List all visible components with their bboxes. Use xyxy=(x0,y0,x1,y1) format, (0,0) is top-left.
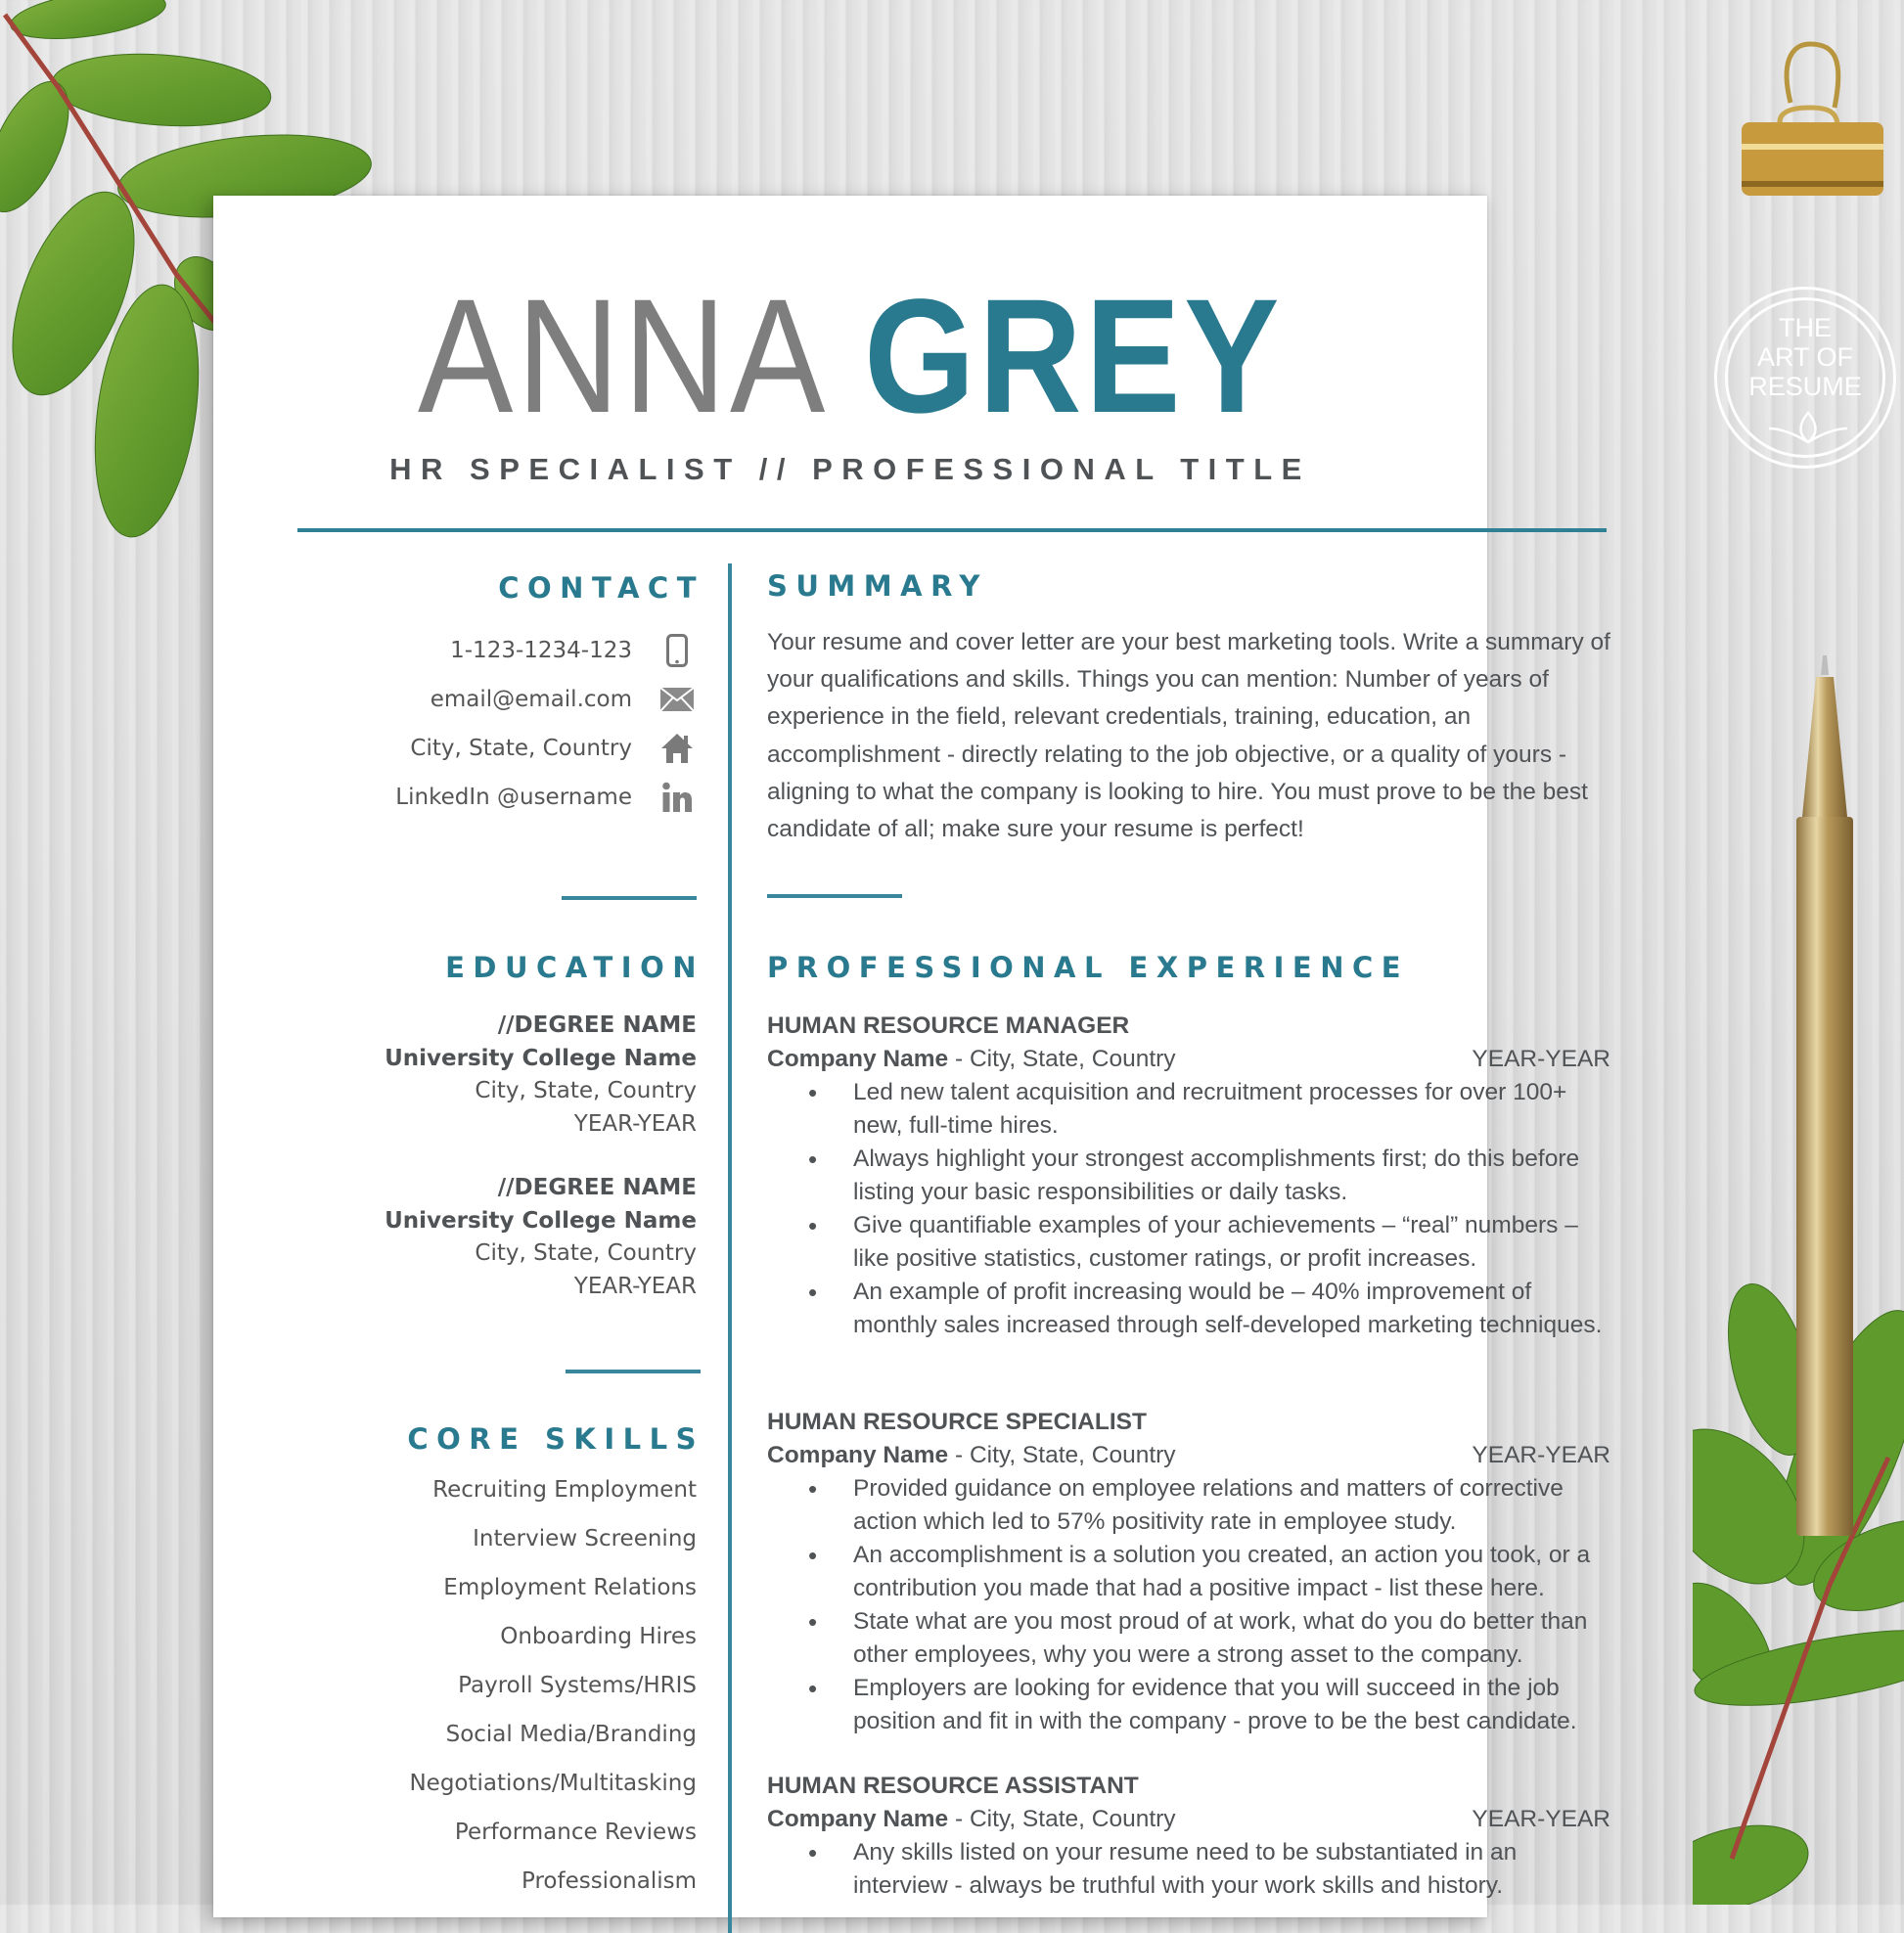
degree-name: //DEGREE NAME xyxy=(497,1175,697,1200)
school-name: University College Name xyxy=(385,1045,697,1071)
school-location: City, State, Country xyxy=(475,1240,697,1266)
gold-pen xyxy=(1781,655,1869,1555)
job-years: YEAR-YEAR xyxy=(1472,1442,1610,1468)
company-name: Company Name xyxy=(767,1806,949,1832)
education-section-rule xyxy=(566,1370,701,1373)
candidate-name xyxy=(290,266,1411,447)
job-bullets xyxy=(767,1472,1610,1738)
core-skills-heading: CORE SKILLS xyxy=(407,1422,704,1456)
company-name: Company Name xyxy=(767,1046,949,1072)
company-location: - City, State, Country xyxy=(948,1806,1176,1832)
art-of-resume-logo xyxy=(1714,287,1896,469)
job-entry xyxy=(767,1406,1610,1738)
header-divider xyxy=(297,528,1607,532)
logo-line-2: ART OF xyxy=(1756,342,1854,372)
logo-line-1: THE xyxy=(1779,313,1832,342)
skill-item: Social Media/Branding xyxy=(445,1722,697,1747)
summary-text: Your resume and cover letter are your best marketing tools. Write a summary of your qualifications and skills. Things you can mention: Number of years of experience in the field, relevant credentials, training, education, an accomplishment - directly relating to the job objective, or a quality of yours - aligning to what the company is looking to hire. You must prove to be the best candidate of all; make sure your resume is perfect! xyxy=(767,629,1610,843)
skills-list xyxy=(409,1465,697,1906)
job-bullet: • Led new talent acquisition and recruitment processes for over 100+ new, full-time hires. xyxy=(853,1076,1610,1143)
experience-heading: PROFESSIONAL EXPERIENCE xyxy=(767,951,1410,984)
contact-phone xyxy=(450,631,697,670)
job-company-line xyxy=(767,1439,1610,1472)
job-title: HUMAN RESOURCE ASSISTANT xyxy=(767,1773,1139,1799)
company-location: - City, State, Country xyxy=(948,1046,1176,1072)
linkedin-icon xyxy=(657,778,697,817)
contact-section-rule xyxy=(562,896,697,900)
job-bullet: • Any skills listed on your resume need to be substantiated in an interview - always be truthful with your work skills and history. xyxy=(853,1836,1610,1903)
skill-item: Performance Reviews xyxy=(454,1820,697,1845)
binder-clip xyxy=(1732,34,1888,210)
company-location: - City, State, Country xyxy=(948,1442,1176,1468)
contact-linkedin xyxy=(395,778,697,817)
resume-page xyxy=(213,196,1610,1917)
summary-heading: SUMMARY xyxy=(767,569,988,603)
logo-line-3: RESUME xyxy=(1748,372,1862,401)
job-entry xyxy=(767,1770,1610,1903)
company-name: Company Name xyxy=(767,1442,949,1468)
job-years: YEAR-YEAR xyxy=(1472,1046,1610,1072)
skill-item: Negotiations/Multitasking xyxy=(409,1771,697,1796)
professional-title: HR SPECIALIST // PROFESSIONAL TITLE xyxy=(389,452,1311,486)
degree-name: //DEGREE NAME xyxy=(497,1012,697,1038)
school-years: YEAR-YEAR xyxy=(573,1273,697,1299)
skill-item: Employment Relations xyxy=(443,1575,697,1600)
skill-item: Payroll Systems/HRIS xyxy=(458,1673,697,1698)
skill-item: Onboarding Hires xyxy=(500,1624,697,1649)
location-text: City, State, Country xyxy=(410,736,632,761)
education-entry xyxy=(385,1172,697,1303)
education-entry xyxy=(385,1010,697,1141)
school-location: City, State, Country xyxy=(475,1078,697,1103)
job-bullets xyxy=(767,1836,1610,1903)
skill-item: Recruiting Employment xyxy=(432,1477,697,1503)
job-title: HUMAN RESOURCE MANAGER xyxy=(767,1012,1130,1039)
linkedin-text: LinkedIn @username xyxy=(395,785,632,810)
job-company-line xyxy=(767,1043,1610,1076)
school-years: YEAR-YEAR xyxy=(573,1110,697,1137)
column-divider xyxy=(728,563,732,1933)
job-bullet: • Give quantifiable examples of your achievements – “real” numbers – like positive statistics, customer ratings, or profit increases. xyxy=(853,1209,1610,1276)
skill-item: Professionalism xyxy=(521,1868,697,1894)
contact-heading: CONTACT xyxy=(498,571,704,605)
skill-item: Interview Screening xyxy=(473,1526,697,1551)
school-name: University College Name xyxy=(385,1207,697,1234)
education-heading: EDUCATION xyxy=(445,951,704,984)
job-bullet: • Always highlight your strongest accomplishments first; do this before listing your basic responsibilities or daily tasks. xyxy=(853,1143,1610,1209)
last-name: GREY xyxy=(863,266,1284,447)
job-title: HUMAN RESOURCE SPECIALIST xyxy=(767,1409,1147,1435)
summary-section-rule xyxy=(767,894,902,898)
job-years: YEAR-YEAR xyxy=(1472,1806,1610,1832)
job-bullet: • An accomplishment is a solution you created, an action you took, or a contribution you made that had a positive impact - list these here. xyxy=(853,1539,1610,1605)
job-bullet: • State what are you most proud of at work, what do you do better than other employees, why you were a strong asset to the company. xyxy=(853,1605,1610,1672)
job-bullet: • An example of profit increasing would be – 40% improvement of monthly sales increased through self-developed marketing techniques. xyxy=(853,1276,1610,1342)
phone-icon xyxy=(657,631,697,670)
lotus-icon xyxy=(1764,411,1852,446)
contact-location xyxy=(410,729,697,768)
job-entry xyxy=(767,1010,1610,1342)
phone-text: 1-123-1234-123 xyxy=(450,638,632,663)
job-bullet: • Employers are looking for evidence that you will succeed in the job position and fit in with the company - prove to be the best candidate. xyxy=(853,1672,1610,1738)
contact-email xyxy=(431,680,697,719)
job-bullets xyxy=(767,1076,1610,1342)
job-company-line xyxy=(767,1803,1610,1836)
home-icon xyxy=(657,729,697,768)
job-bullet: • Provided guidance on employee relations and matters of corrective action which led to 57% positivity rate in employee study. xyxy=(853,1472,1610,1539)
first-name: ANNA xyxy=(417,266,821,447)
email-text: email@email.com xyxy=(430,687,632,712)
envelope-icon xyxy=(657,680,697,719)
